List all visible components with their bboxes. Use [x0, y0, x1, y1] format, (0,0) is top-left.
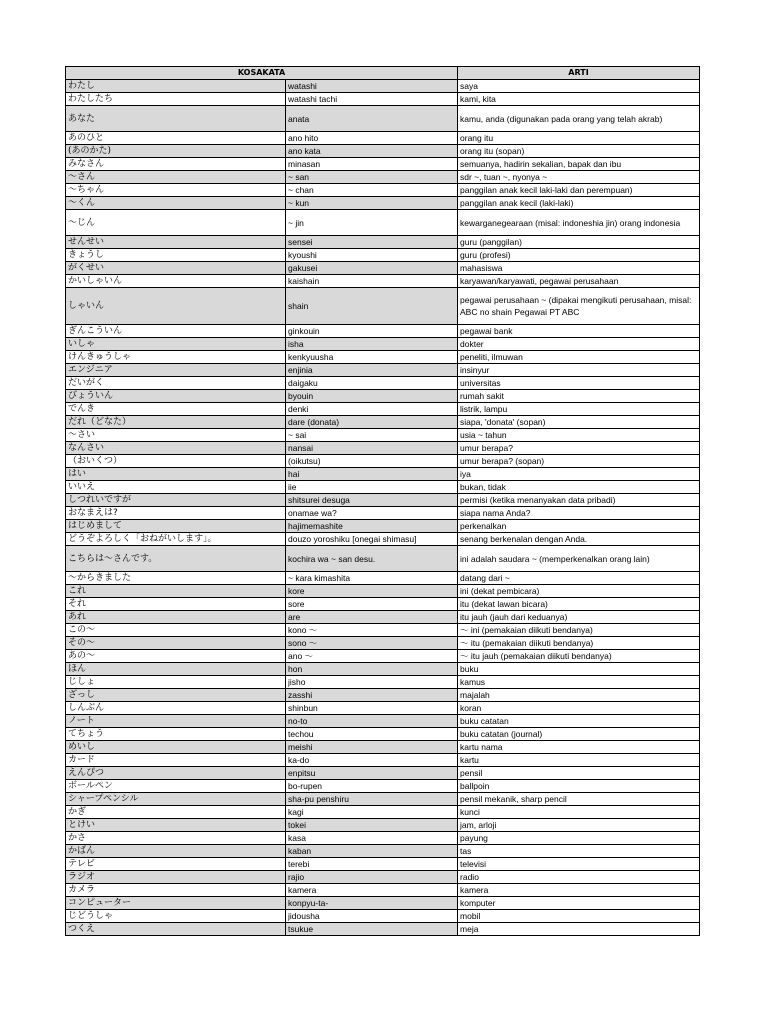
cell-kana: これ: [66, 585, 286, 598]
cell-arti: tas: [458, 845, 700, 858]
table-row: [66, 377, 700, 390]
cell-arti: ini (dekat pembicara): [458, 585, 700, 598]
cell-arti: ～ ini (pemakaian diikuti bendanya): [458, 624, 700, 637]
table-row: [66, 754, 700, 767]
cell-arti: komputer: [458, 897, 700, 910]
cell-kana: ～くん: [66, 197, 286, 210]
cell-kana: はい: [66, 468, 286, 481]
cell-arti: kamu, anda (digunakan pada orang yang telah akrab): [458, 106, 700, 132]
table-row: [66, 650, 700, 663]
cell-kana: だれ（どなた）: [66, 416, 286, 429]
cell-romaji: kagi: [286, 806, 458, 819]
cell-kana: きょうし: [66, 249, 286, 262]
cell-arti: buku: [458, 663, 700, 676]
cell-arti: jam, arloji: [458, 819, 700, 832]
table-row: [66, 598, 700, 611]
table-row: [66, 390, 700, 403]
cell-kana: しんぶん: [66, 702, 286, 715]
cell-arti: ～ itu jauh (pemakaian diikuti bendanya): [458, 650, 700, 663]
cell-arti: siapa nama Anda?: [458, 507, 700, 520]
cell-kana: せんせい: [66, 236, 286, 249]
cell-kana: しゃいん: [66, 288, 286, 325]
table-row: [66, 158, 700, 171]
cell-romaji: ginkouin: [286, 325, 458, 338]
cell-arti: rumah sakit: [458, 390, 700, 403]
table-row: [66, 793, 700, 806]
table-row: [66, 572, 700, 585]
cell-romaji: watashi tachi: [286, 93, 458, 106]
cell-kana: シャープペンシル: [66, 793, 286, 806]
cell-kana: この～: [66, 624, 286, 637]
cell-romaji: terebi: [286, 858, 458, 871]
table-row: [66, 702, 700, 715]
cell-kana: つくえ: [66, 923, 286, 936]
table-row: [66, 533, 700, 546]
cell-romaji: konpyu-ta-: [286, 897, 458, 910]
table-row: [66, 351, 700, 364]
cell-kana: あなた: [66, 106, 286, 132]
table-row: [66, 858, 700, 871]
cell-kana: だいがく: [66, 377, 286, 390]
table-row: [66, 611, 700, 624]
cell-romaji: kenkyuusha: [286, 351, 458, 364]
cell-kana: どうぞよろしく「おねがいします」。: [66, 533, 286, 546]
cell-kana: じしょ: [66, 676, 286, 689]
table-row: [66, 741, 700, 754]
cell-arti: kamera: [458, 884, 700, 897]
table-row: [66, 325, 700, 338]
table-row: [66, 429, 700, 442]
cell-arti: peneliti, ilmuwan: [458, 351, 700, 364]
cell-romaji: are: [286, 611, 458, 624]
cell-kana: エンジニア: [66, 364, 286, 377]
cell-romaji: sha-pu penshiru: [286, 793, 458, 806]
table-row: [66, 455, 700, 468]
cell-kana: あれ: [66, 611, 286, 624]
cell-romaji: onamae wa?: [286, 507, 458, 520]
header-kosakata: KOSAKATA: [66, 67, 458, 80]
table-row: [66, 715, 700, 728]
cell-kana: かさ: [66, 832, 286, 845]
cell-arti: senang berkenalan dengan Anda.: [458, 533, 700, 546]
cell-arti: buku catatan: [458, 715, 700, 728]
table-row: [66, 832, 700, 845]
cell-arti: usia ~ tahun: [458, 429, 700, 442]
cell-arti: universitas: [458, 377, 700, 390]
table-row: [66, 416, 700, 429]
cell-arti: pegawai perusahaan ~ (dipakai mengikuti perusahaan, misal: ABC no shain Pegawai PT ABC: [458, 288, 700, 325]
cell-romaji: zasshi: [286, 689, 458, 702]
table-row: [66, 468, 700, 481]
cell-arti: permisi (ketika menanyakan data pribadi): [458, 494, 700, 507]
cell-kana: その～: [66, 637, 286, 650]
table-row: [66, 520, 700, 533]
table-row: [66, 184, 700, 197]
table-row: [66, 507, 700, 520]
cell-romaji: ano ～: [286, 650, 458, 663]
cell-romaji: kore: [286, 585, 458, 598]
cell-romaji: ano hito: [286, 132, 458, 145]
cell-kana: ～じん: [66, 210, 286, 236]
cell-arti: kewarganegearaan (misal: indoneshia jin) orang indonesia: [458, 210, 700, 236]
cell-kana: がくせい: [66, 262, 286, 275]
cell-kana: (あのかた): [66, 145, 286, 158]
cell-romaji: ~ kun: [286, 197, 458, 210]
cell-arti: kartu: [458, 754, 700, 767]
cell-kana: かばん: [66, 845, 286, 858]
cell-romaji: shitsurei desuga: [286, 494, 458, 507]
cell-romaji: jisho: [286, 676, 458, 689]
cell-kana: ～さい: [66, 429, 286, 442]
table-body: [66, 80, 700, 936]
cell-romaji: ~ jin: [286, 210, 458, 236]
table-row: [66, 728, 700, 741]
table-row: [66, 132, 700, 145]
table-row: [66, 145, 700, 158]
cell-kana: こちらは～さんです。: [66, 546, 286, 572]
cell-romaji: enpitsu: [286, 767, 458, 780]
cell-arti: itu (dekat lawan bicara): [458, 598, 700, 611]
cell-romaji: sono ～: [286, 637, 458, 650]
cell-romaji: ano kata: [286, 145, 458, 158]
table-row: [66, 197, 700, 210]
cell-romaji: tsukue: [286, 923, 458, 936]
cell-kana: いいえ: [66, 481, 286, 494]
cell-kana: はじめまして: [66, 520, 286, 533]
table-row: [66, 494, 700, 507]
cell-arti: payung: [458, 832, 700, 845]
cell-arti: itu jauh (jauh dari keduanya): [458, 611, 700, 624]
cell-kana: カメラ: [66, 884, 286, 897]
cell-romaji: no-to: [286, 715, 458, 728]
cell-kana: しつれいですが: [66, 494, 286, 507]
table-row: [66, 481, 700, 494]
cell-kana: わたし: [66, 80, 286, 93]
cell-kana: ～さん: [66, 171, 286, 184]
cell-arti: pegawai bank: [458, 325, 700, 338]
cell-arti: karyawan/karyawati, pegawai perusahaan: [458, 275, 700, 288]
cell-arti: ～ itu (pemakaian diikuti bendanya): [458, 637, 700, 650]
table-row: [66, 364, 700, 377]
cell-romaji: meishi: [286, 741, 458, 754]
table-row: [66, 403, 700, 416]
cell-kana: ほん: [66, 663, 286, 676]
cell-arti: pensil: [458, 767, 700, 780]
cell-kana: てちょう: [66, 728, 286, 741]
cell-romaji: ~ kara kimashita: [286, 572, 458, 585]
table-row: [66, 663, 700, 676]
cell-arti: radio: [458, 871, 700, 884]
cell-romaji: kono ～: [286, 624, 458, 637]
table-row: [66, 93, 700, 106]
table-row: [66, 249, 700, 262]
cell-romaji: douzo yoroshiku [onegai shimasu]: [286, 533, 458, 546]
cell-romaji: sore: [286, 598, 458, 611]
table-row: [66, 275, 700, 288]
cell-romaji: ~ san: [286, 171, 458, 184]
cell-romaji: kaban: [286, 845, 458, 858]
cell-romaji: enjinia: [286, 364, 458, 377]
cell-kana: えんぴつ: [66, 767, 286, 780]
table-row: [66, 236, 700, 249]
cell-romaji: isha: [286, 338, 458, 351]
cell-arti: insinyur: [458, 364, 700, 377]
cell-kana: ざっし: [66, 689, 286, 702]
cell-arti: semuanya, hadirin sekalian, bapak dan ibu: [458, 158, 700, 171]
cell-kana: ～ちゃん: [66, 184, 286, 197]
cell-arti: datang dari ~: [458, 572, 700, 585]
cell-romaji: watashi: [286, 80, 458, 93]
table-row: [66, 767, 700, 780]
cell-arti: siapa, 'donata' (sopan): [458, 416, 700, 429]
table-row: [66, 806, 700, 819]
cell-romaji: hai: [286, 468, 458, 481]
table-row: [66, 80, 700, 93]
cell-romaji: jidousha: [286, 910, 458, 923]
cell-kana: じどうしゃ: [66, 910, 286, 923]
cell-arti: panggilan anak kecil (laki-laki): [458, 197, 700, 210]
cell-romaji: kasa: [286, 832, 458, 845]
cell-kana: かぎ: [66, 806, 286, 819]
cell-kana: びょういん: [66, 390, 286, 403]
cell-kana: コンピューター: [66, 897, 286, 910]
cell-arti: meja: [458, 923, 700, 936]
cell-romaji: (oikutsu): [286, 455, 458, 468]
cell-romaji: techou: [286, 728, 458, 741]
cell-romaji: hajimemashite: [286, 520, 458, 533]
cell-kana: かいしゃいん: [66, 275, 286, 288]
cell-romaji: bo-rupen: [286, 780, 458, 793]
cell-romaji: ka-do: [286, 754, 458, 767]
header-arti: ARTI: [458, 67, 700, 80]
cell-arti: orang itu: [458, 132, 700, 145]
cell-romaji: kaishain: [286, 275, 458, 288]
table-row: [66, 624, 700, 637]
cell-kana: ボールペン: [66, 780, 286, 793]
cell-arti: orang itu (sopan): [458, 145, 700, 158]
cell-arti: majalah: [458, 689, 700, 702]
cell-romaji: iie: [286, 481, 458, 494]
table-row: [66, 106, 700, 132]
cell-romaji: shinbun: [286, 702, 458, 715]
cell-arti: umur berapa? (sopan): [458, 455, 700, 468]
cell-kana: あの～: [66, 650, 286, 663]
table-row: [66, 871, 700, 884]
cell-kana: ノート: [66, 715, 286, 728]
cell-arti: guru (panggilan): [458, 236, 700, 249]
table-row: [66, 819, 700, 832]
cell-kana: けんきゅうしゃ: [66, 351, 286, 364]
cell-kana: それ: [66, 598, 286, 611]
table-row: [66, 442, 700, 455]
cell-romaji: denki: [286, 403, 458, 416]
cell-arti: mahasiswa: [458, 262, 700, 275]
cell-romaji: kamera: [286, 884, 458, 897]
table-row: [66, 546, 700, 572]
cell-arti: ini adalah saudara ~ (memperkenalkan orang lain): [458, 546, 700, 572]
table-row: [66, 897, 700, 910]
cell-kana: ～からきました: [66, 572, 286, 585]
cell-romaji: gakusei: [286, 262, 458, 275]
cell-romaji: kochira wa ~ san desu.: [286, 546, 458, 572]
cell-arti: perkenalkan: [458, 520, 700, 533]
cell-kana: ラジオ: [66, 871, 286, 884]
cell-kana: とけい: [66, 819, 286, 832]
cell-arti: ballpoin: [458, 780, 700, 793]
table-row: [66, 923, 700, 936]
cell-kana: みなさん: [66, 158, 286, 171]
cell-romaji: daigaku: [286, 377, 458, 390]
cell-romaji: byouin: [286, 390, 458, 403]
cell-romaji: anata: [286, 106, 458, 132]
cell-romaji: minasan: [286, 158, 458, 171]
cell-romaji: ~ sai: [286, 429, 458, 442]
cell-romaji: sensei: [286, 236, 458, 249]
cell-kana: ぎんこういん: [66, 325, 286, 338]
cell-arti: televisi: [458, 858, 700, 871]
cell-romaji: nansai: [286, 442, 458, 455]
table-row: [66, 884, 700, 897]
cell-kana: カード: [66, 754, 286, 767]
cell-arti: umur berapa?: [458, 442, 700, 455]
cell-arti: pensil mekanik, sharp pencil: [458, 793, 700, 806]
cell-arti: sdr ~, tuan ~, nyonya ~: [458, 171, 700, 184]
cell-romaji: dare (donata): [286, 416, 458, 429]
cell-kana: テレビ: [66, 858, 286, 871]
vocabulary-table: [65, 66, 700, 936]
cell-arti: kami, kita: [458, 93, 700, 106]
table-row: [66, 845, 700, 858]
cell-arti: dokter: [458, 338, 700, 351]
cell-arti: bukan, tidak: [458, 481, 700, 494]
cell-arti: buku catatan (journal): [458, 728, 700, 741]
cell-arti: mobil: [458, 910, 700, 923]
table-row: [66, 637, 700, 650]
cell-kana: あのひと: [66, 132, 286, 145]
table-row: [66, 262, 700, 275]
cell-arti: iya: [458, 468, 700, 481]
cell-kana: なんさい: [66, 442, 286, 455]
cell-kana: でんき: [66, 403, 286, 416]
cell-kana: （おいくつ）: [66, 455, 286, 468]
table-row: [66, 689, 700, 702]
cell-arti: panggilan anak kecil laki-laki dan perempuan): [458, 184, 700, 197]
cell-romaji: rajio: [286, 871, 458, 884]
cell-arti: kamus: [458, 676, 700, 689]
cell-arti: kunci: [458, 806, 700, 819]
table-row: [66, 910, 700, 923]
cell-romaji: hon: [286, 663, 458, 676]
table-row: [66, 288, 700, 325]
cell-kana: おなまえは?: [66, 507, 286, 520]
table-row: [66, 210, 700, 236]
cell-kana: いしゃ: [66, 338, 286, 351]
table-row: [66, 676, 700, 689]
table-row: [66, 338, 700, 351]
cell-romaji: ~ chan: [286, 184, 458, 197]
table-row: [66, 585, 700, 598]
cell-arti: listrik, lampu: [458, 403, 700, 416]
table-row: [66, 780, 700, 793]
table-header-row: [66, 67, 700, 80]
table-row: [66, 171, 700, 184]
cell-romaji: tokei: [286, 819, 458, 832]
cell-romaji: kyoushi: [286, 249, 458, 262]
cell-kana: めいし: [66, 741, 286, 754]
cell-romaji: shain: [286, 288, 458, 325]
cell-arti: saya: [458, 80, 700, 93]
cell-arti: kartu nama: [458, 741, 700, 754]
cell-arti: guru (profesi): [458, 249, 700, 262]
cell-arti: koran: [458, 702, 700, 715]
cell-kana: わたしたち: [66, 93, 286, 106]
